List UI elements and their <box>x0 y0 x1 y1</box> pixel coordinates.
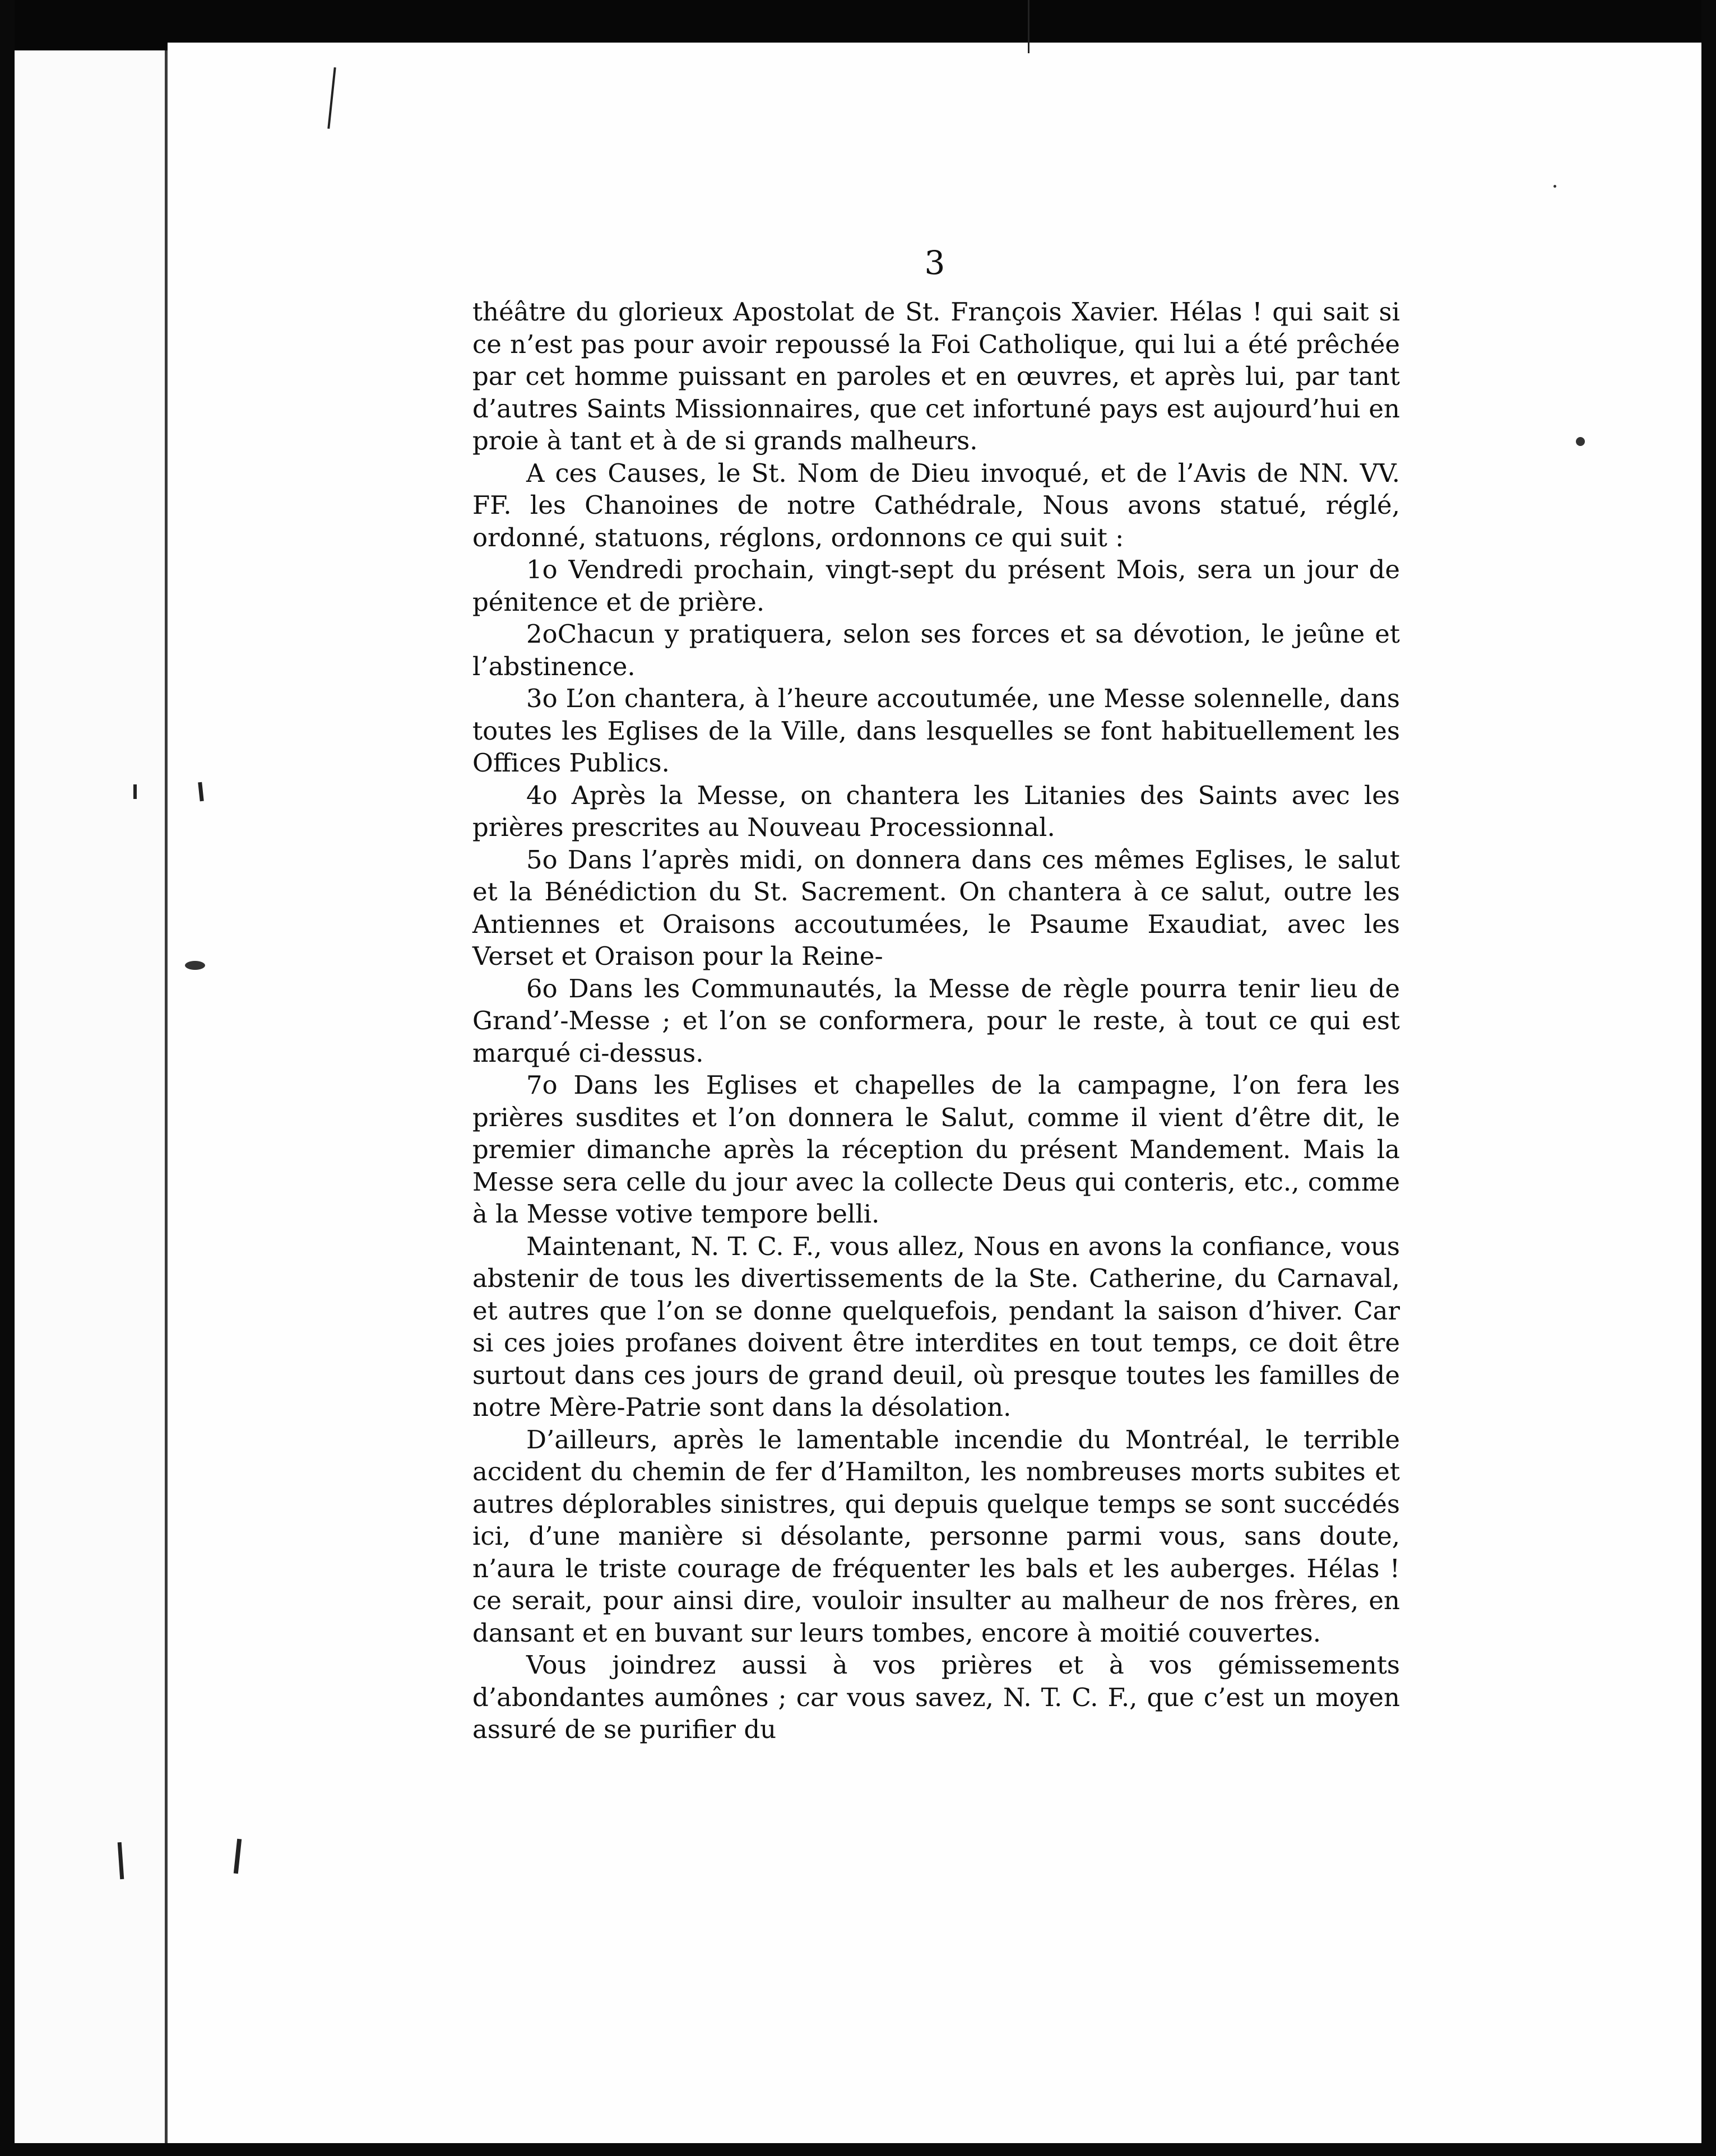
scan-artifact-line <box>133 784 137 799</box>
previous-page-edge <box>15 50 168 2143</box>
scan-border-right <box>1701 0 1716 2156</box>
paragraph: Maintenant, N. T. C. F., vous allez, Nous en avons la confiance, vous abstenir de tous les divertissements de la Ste. Catherine, du Carnaval, et autres que l’on se donne quelquefois, pendant la saison d’hiver. Car si ces joies profanes doivent être interdites en tout temps, ce doit être surtout dans ces jours de grand deuil, où presque toutes les familles de notre Mère-Patrie sont dans la désolation. <box>472 1231 1400 1422</box>
paragraph: 2oChacun y pratiquera, selon ses forces et sa dévotion, le jeûne et l’abstinence. <box>472 619 1400 681</box>
paragraph: théâtre du glorieux Apostolat de St. François Xavier. Hélas ! qui sait si ce n’est pas pour avoir repoussé la Foi Catholique, qui lui a été prêchée par cet homme puissant en paroles et en œuvres, et après lui, par tant d’autres Saints Missionnaires, que cet infortuné pays est aujourd’hui en proie à tant et à de si grands malheurs. <box>472 297 1400 456</box>
paragraph: 1o Vendredi prochain, vingt-sept du présent Mois, sera un jour de pénitence et de prière. <box>472 555 1400 617</box>
paragraph: 6o Dans les Communautés, la Messe de règle pourra tenir lieu de Grand’-Messe ; et l’on se conformera, pour le reste, à tout ce qui est marqué ci-dessus. <box>472 973 1400 1068</box>
paragraph: 7o Dans les Eglises et chapelles de la campagne, l’on fera les prières susdites et l’on donnera le Salut, comme il vient d’être dit, le premier dimanche après la réception du présent Mandement. Mais la Messe sera celle du jour avec la collecte Deus qui conteris, etc., comme à la Messe votive tempore belli. <box>472 1070 1400 1229</box>
scan-artifact-line <box>1028 0 1029 53</box>
scan-border-left <box>0 0 15 2156</box>
paragraph: A ces Causes, le St. Nom de Dieu invoqué, et de l’Avis de NN. VV. FF. les Chanoines de notre Cathédrale, Nous avons statué, réglé, ordonné, statuons, réglons, ordonnons ce qui suit : <box>472 458 1400 552</box>
body-text <box>472 296 1400 1746</box>
scan-artifact-dot <box>1553 185 1556 188</box>
paragraph: 4o Après la Messe, on chantera les Litanies des Saints avec les prières prescrites au Nouveau Processionnal. <box>472 780 1400 842</box>
page-number: 3 <box>924 244 945 282</box>
scan-artifact-dot <box>185 961 205 970</box>
paragraph: 5o Dans l’après midi, on donnera dans ces mêmes Eglises, le salut et la Bénédiction du St. Sacrement. On chantera à ce salut, outre les Antiennes et Oraisons accoutumées, le Psaume Exaudiat, avec les Verset et Oraison pour la Reine- <box>472 844 1400 971</box>
paragraph: 3o L’on chantera, à l’heure accoutumée, une Messe solennelle, dans toutes les Eglises de la Ville, dans lesquelles se font habituellement les Offices Publics. <box>472 684 1400 778</box>
scan-artifact-dot <box>1576 437 1585 446</box>
paragraph: D’ailleurs, après le lamentable incendie du Montréal, le terrible accident du chemin de fer d’Hamilton, les nombreuses morts subites et autres déplorables sinistres, qui depuis quelque temps se sont succédés ici, d’une manière si désolante, personne parmi vous, sans doute, n’aura le triste courage de fréquenter les bals et les auberges. Hélas ! ce serait, pour ainsi dire, vouloir insulter au malheur de nos frères, en dansant et en buvant sur leurs tombes, encore à moitié couvertes. <box>472 1424 1400 1648</box>
paragraph: Vous joindrez aussi à vos prières et à vos gémissements d’abondantes aumônes ; car vous savez, N. T. C. F., que c’est un moyen assuré de se purifier du <box>472 1650 1400 1744</box>
